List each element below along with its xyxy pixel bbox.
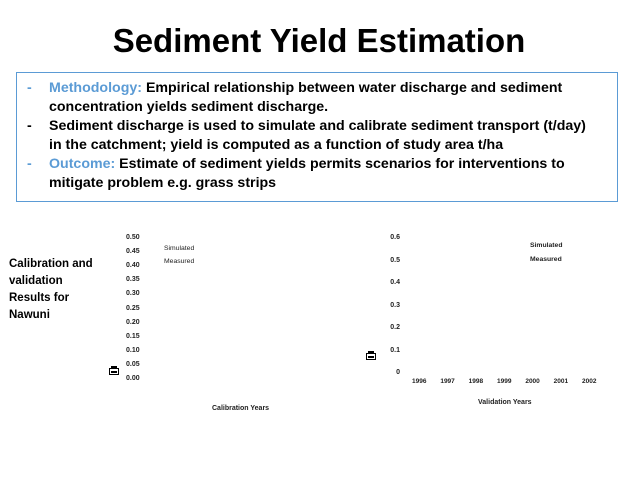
bullet-rest: Estimate of sediment yields permits scenarios for interventions to [115,156,565,172]
y-tick-label: 0.05 [126,360,140,368]
bullet-text [49,174,276,193]
side-label-line: validation [9,275,63,287]
x-tick-label: 2001 [553,378,569,385]
y-tick-label: 0.10 [126,346,140,354]
side-label-line: Calibration and [9,258,93,270]
y-tick-label: 0.2 [390,324,400,331]
bullet-text [49,136,503,155]
bullet-accent: Outcome: [49,156,116,172]
x-tick-label: 1996 [412,378,427,385]
bullet-text [49,155,565,174]
x-tick-label: 2002 [582,378,597,385]
x-tick-label: 2000 [525,378,540,385]
bullet-rest: in the catchment; yield is computed as a function of study area t/ha [49,137,504,153]
chart-object-icon [366,347,376,357]
chart-object-icon [109,362,119,372]
bullet-text [49,98,328,117]
legend-measured: Measured [164,258,195,265]
y-tick-label: 0.1 [390,346,400,354]
x-tick-label: 1999 [497,378,512,385]
y-tick-label: 0.40 [126,262,140,270]
bullet-rest: concentration yields sediment discharge. [49,99,329,115]
y-tick-label: 0.35 [126,276,140,284]
bullet-text [49,79,562,98]
y-tick-label: 0.00 [126,375,140,382]
y-tick-label: 0 [396,369,400,376]
side-label-line: Nawuni [9,309,50,321]
bullet-rest: mitigate problem e.g. grass strips [49,175,277,191]
methodology-box [16,72,618,202]
y-tick-label: 0.20 [126,318,140,326]
x-tick-label: 1997 [440,378,455,385]
bullet-accent: Methodology: [49,80,142,96]
legend-simulated: Simulated [530,242,563,249]
y-tick-label: 0.45 [126,248,140,256]
side-label-line: Results for [9,292,70,304]
y-tick-label: 0.50 [126,234,140,241]
results-side-label [9,256,93,324]
legend-measured: Measured [530,256,562,263]
legend-simulated: Simulated [164,245,195,252]
bullet-rest: Empirical relationship between water discharge and sediment [142,80,563,96]
x-axis-title: Validation Years [478,399,532,406]
y-tick-label: 0.5 [390,256,400,264]
y-tick-label: 0.4 [390,279,400,286]
bullet-dash: - [27,156,32,172]
y-tick-label: 0.3 [390,301,400,309]
x-axis-title: Calibration Years [212,405,270,412]
bullet-rest: Sediment discharge is used to simulate and calibrate sediment transport (t/day) [49,118,586,134]
y-tick-label: 0.6 [390,234,400,241]
y-tick-label: 0.15 [126,332,140,340]
y-tick-label: 0.30 [126,290,140,298]
x-tick-label: 1998 [468,378,484,385]
bullet-dash: - [27,80,32,96]
bullet-text [49,117,586,136]
slide-title: Sediment Yield Estimation [112,22,526,59]
bullet-dash: - [27,118,32,134]
y-tick-label: 0.25 [126,304,140,312]
